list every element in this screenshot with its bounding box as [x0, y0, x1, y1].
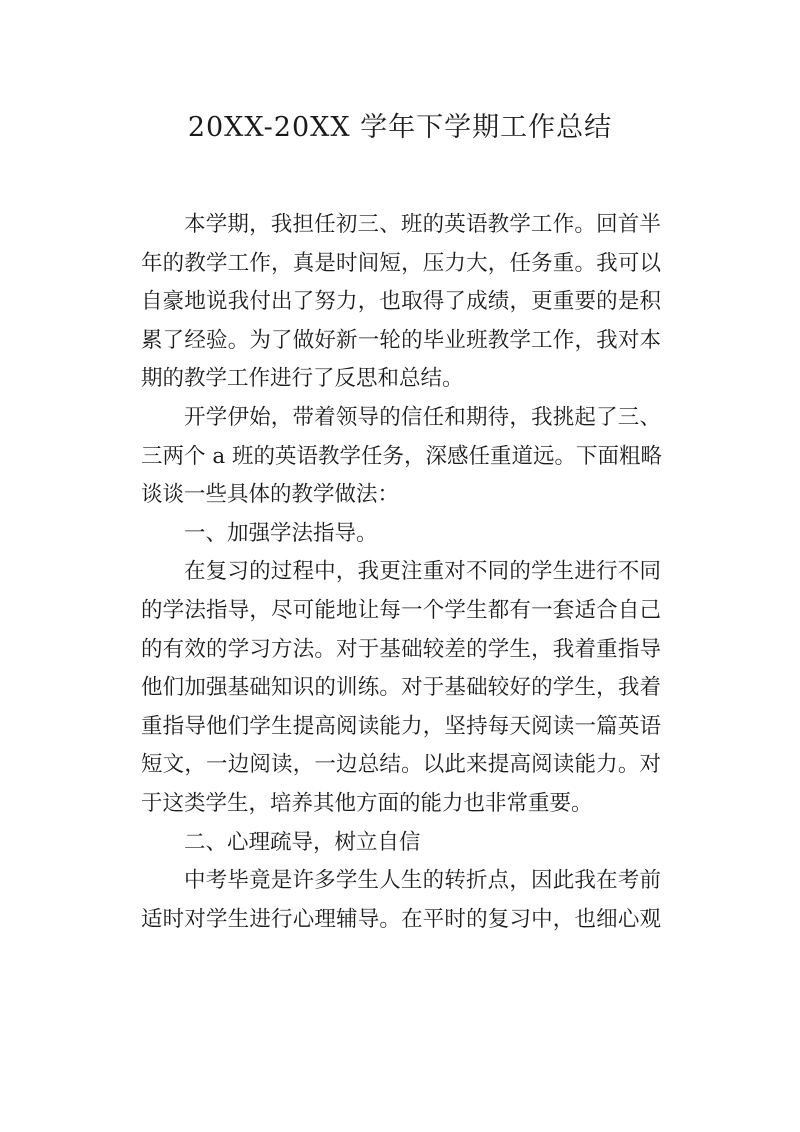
paragraph-line: 三两个 a 班的英语教学任务，深感任重道远。下面粗略: [141, 443, 662, 469]
paragraph-line: 短文，一边阅读，一边总结。以此来提高阅读能力。对: [141, 752, 661, 778]
paragraph-line: 的学法指导，尽可能地让每一个学生都有一套适合自己: [141, 597, 661, 623]
paragraph-line: 中考毕竟是许多学生人生的转折点，因此我在考前: [184, 868, 661, 894]
document-title: 20XX-20XX 学年下学期工作总结: [187, 112, 613, 143]
paragraph-line: 自豪地说我付出了努力，也取得了成绩，更重要的是积: [141, 289, 661, 315]
paragraph-line: 期的教学工作进行了反思和总结。: [141, 366, 464, 392]
paragraph-line: 重指导他们学生提高阅读能力，坚持每天阅读一篇英语: [141, 713, 661, 739]
paragraph-line: 在复习的过程中，我更注重对不同的学生进行不同: [184, 559, 661, 585]
paragraph-line: 他们加强基础知识的训练。对于基础较好的学生，我着: [141, 675, 661, 701]
paragraph-line: 谈谈一些具体的教学做法：: [141, 482, 400, 508]
paragraph-line: 本学期，我担任初三、班的英语教学工作。回首半: [184, 212, 661, 237]
paragraph-line: 的有效的学习方法。对于基础较差的学生，我着重指导: [141, 636, 661, 662]
section-heading: 一、加强学法指导。: [184, 520, 378, 546]
paragraph-line: 适时对学生进行心理辅导。在平时的复习中，也细心观: [141, 906, 661, 932]
paragraph-line: 年的教学工作，真是时间短，压力大，任务重。我可以: [141, 250, 661, 276]
section-heading: 二、心理疏导，树立自信: [184, 829, 421, 855]
paragraph-line: 开学伊始，带着领导的信任和期待，我挑起了三、: [184, 404, 661, 430]
paragraph-line: 于这类学生，培养其他方面的能力也非常重要。: [141, 790, 593, 816]
document-body: [141, 206, 661, 939]
paragraph-line: 累了经验。为了做好新一轮的毕业班教学工作，我对本: [141, 327, 661, 353]
